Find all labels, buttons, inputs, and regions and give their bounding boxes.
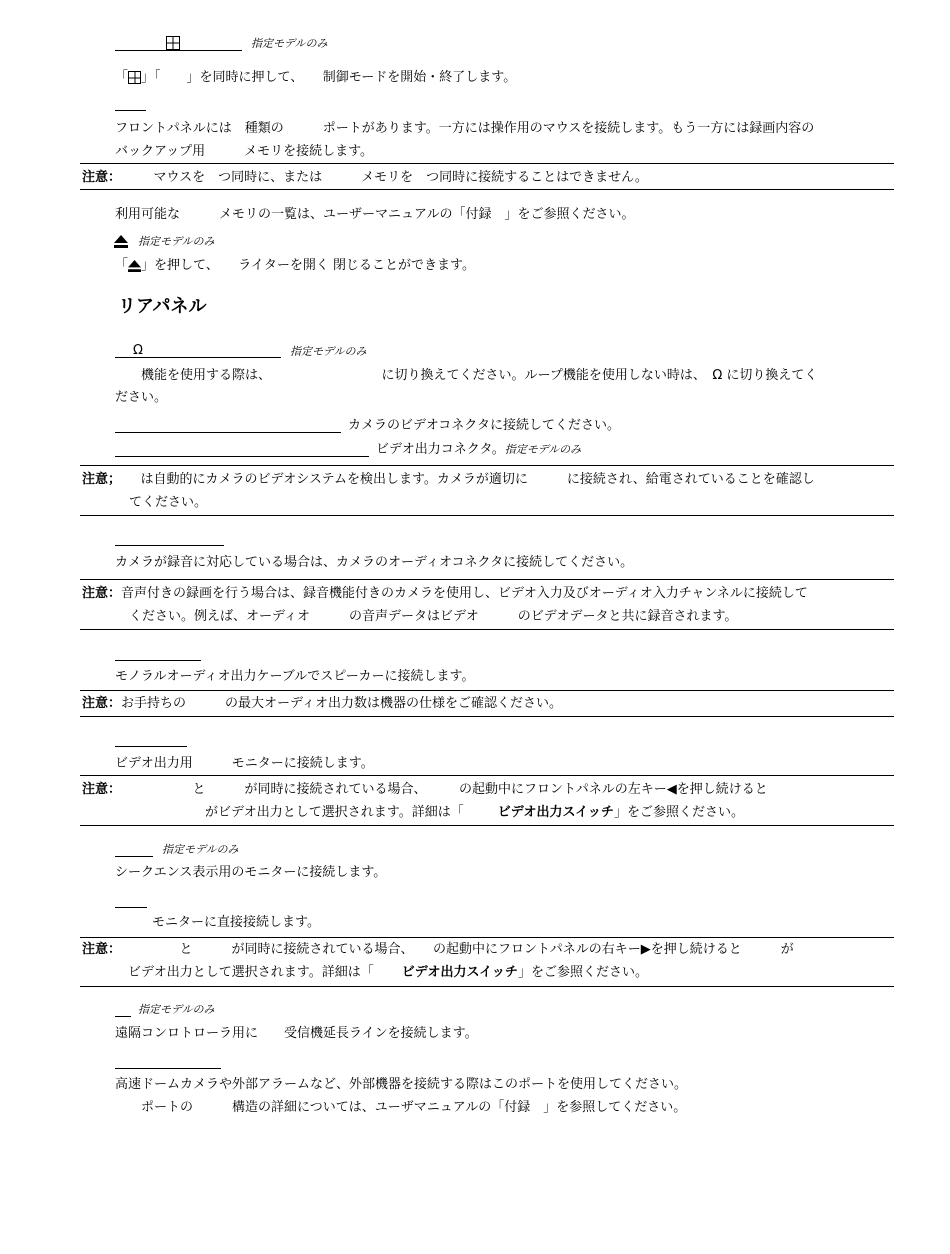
vga-text: モニターに直接接続します。 — [152, 915, 320, 930]
eject-instruction: 「 」を押して、 ライターを開く 閉じることができます。 — [115, 258, 475, 273]
call-out-text: シークエンス表示用のモニターに接続します。 — [115, 865, 387, 880]
loop-paragraph-line: ださい。 — [115, 390, 168, 405]
note-rule — [80, 690, 894, 691]
note-rule — [80, 163, 894, 164]
omega-symbol: Ω — [133, 343, 143, 358]
model-note: 指定モデルのみ — [162, 843, 239, 856]
note-rule — [80, 986, 894, 987]
split-instruction: 「 」「 」を同時に押して、 制御モードを開始・終了します。 — [115, 70, 517, 85]
heading-underline — [115, 456, 369, 457]
note-audio-record-cont: ください。例えば、オーディオ の音声データはビデオ のビデオデータと共に録音されます。 — [129, 609, 738, 624]
heading-underline — [115, 907, 147, 908]
heading-underline — [115, 50, 242, 51]
note-audio-out: 注意：お手持ちの の最大オーディオ出力数は機器の仕様をご確認ください。 — [82, 696, 562, 711]
heading-underline — [115, 432, 341, 433]
note-rule — [80, 515, 894, 516]
note-rule — [80, 937, 894, 938]
note-video-detect: 注意； は自動的にカメラのビデオシステムを検出します。カメラが適切に に接続され、給電されていることを確認し — [82, 472, 815, 487]
model-note: 指定モデルのみ — [138, 235, 215, 248]
model-note: 指定モデルのみ — [251, 37, 328, 50]
note-video-switch-right: 注意： と が同時に接続されている場合、 の起動中にフロントパネルの右キー▶を押し続けると が — [82, 942, 794, 957]
note-video-detect-cont: てください。 — [129, 495, 208, 510]
usb-list-text: 利用可能な メモリの一覧は、ユーザーマニュアルの「付録 」をご参照ください。 — [115, 207, 635, 222]
note-rule — [80, 716, 894, 717]
ir-text: 遠隔コンロトローラ用に 受信機延長ラインを接続します。 — [115, 1026, 478, 1041]
loop-paragraph-line: 機能を使用する際は、 に切り換えてください。ループ機能を使用しない時は、 Ω に切り換えてく — [115, 368, 818, 383]
eject-icon — [128, 260, 141, 272]
heading-underline — [115, 1068, 221, 1069]
heading-underline — [115, 1016, 131, 1017]
rs485-text: 高速ドームカメラや外部アラームなど、外部機器を接続する際はこのポートを使用してください。 — [115, 1077, 688, 1092]
note-video-switch-left: 注意： と が同時に接続されている場合、 の起動中にフロントパネルの左キー◀を押し続けると — [82, 782, 768, 797]
audio-out-text: モノラルオーディオ出力ケーブルでスピーカーに接続します。 — [115, 669, 475, 684]
model-note: 指定モデルのみ — [290, 345, 367, 358]
note-rule — [80, 775, 894, 776]
note-video-switch-left-cont: がビデオ出力として選択されます。詳細は「 ビデオ出力スイッチ」をご参照ください。 — [205, 805, 744, 820]
model-note: 指定モデルのみ — [138, 1003, 215, 1016]
rs485-text: ポートの 構造の詳細については、ユーザマニュアルの「付録 」を参照してください。 — [115, 1100, 687, 1115]
grid-icon — [128, 71, 141, 84]
heading-underline — [115, 660, 201, 661]
section-title: リアパネル — [118, 296, 207, 317]
eject-icon — [114, 235, 128, 248]
video-out-text: ビデオ出力コネクタ。指定モデルのみ — [376, 442, 582, 457]
note-rule — [80, 465, 894, 466]
note-rule — [80, 189, 894, 190]
heading-underline — [115, 545, 224, 546]
usb-paragraph-line: フロントパネルには 種類の ポートがあります。一方には操作用のマウスを接続します。もう一方には録画内容の — [115, 121, 815, 136]
note-video-switch-right-cont: ビデオ出力として選択されます。詳細は「 ビデオ出力スイッチ」をご参照ください。 — [128, 965, 648, 980]
note-rule — [80, 629, 894, 630]
note-rule — [80, 579, 894, 580]
video-in-text: カメラのビデオコネクタに接続してください。 — [348, 418, 620, 433]
note-usb: 注意： マウスを つ同時に、または メモリを つ同時に接続することはできません。 — [82, 170, 648, 185]
grid-icon — [166, 36, 180, 50]
heading-underline — [115, 110, 146, 111]
audio-in-text: カメラが録音に対応している場合は、カメラのオーディオコネクタに接続してください。 — [115, 555, 634, 570]
usb-paragraph-line: バックアップ用 メモリを接続します。 — [115, 144, 374, 159]
note-audio-record: 注意：音声付きの録画を行う場合は、録音機能付きのカメラを使用し、ビデオ入力及びオーディオ入力チャンネルに接続して — [82, 586, 808, 601]
note-rule — [80, 825, 894, 826]
heading-underline — [115, 856, 153, 857]
heading-underline — [115, 746, 187, 747]
video-out-monitor-text: ビデオ出力用 モニターに接続します。 — [115, 756, 374, 771]
